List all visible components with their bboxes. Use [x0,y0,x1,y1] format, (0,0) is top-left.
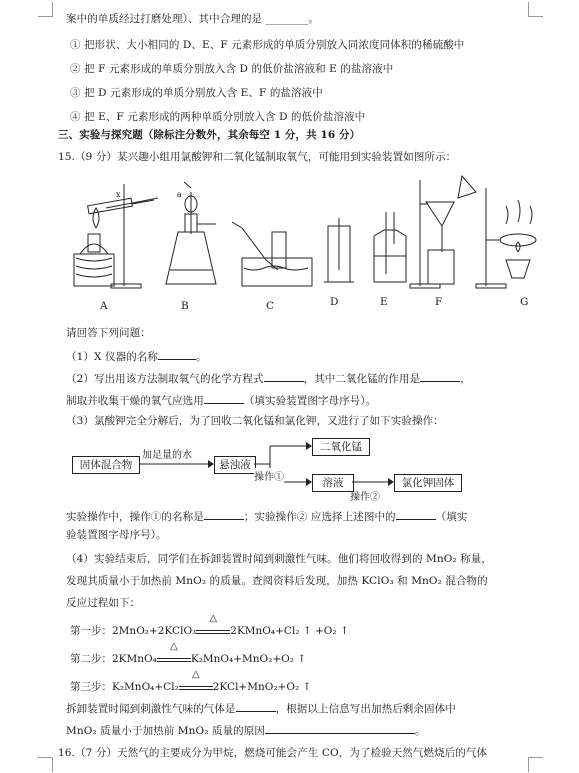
part-2 [66,370,506,386]
flow-end: 氯化钾固体 [394,474,462,492]
part-5-text-d: 。 [414,725,426,737]
heat-symbol: △ [209,613,218,624]
heat-symbol: △ [191,669,200,680]
part-4-b: 发现其质量小于加热前 MnO₂ 的质量。查阅资料后发现，加热 KClO₃ 和 MnO₂ 混合物的 [66,575,488,587]
part-1-end: 。 [196,351,207,363]
part-2-text-b: ，其中二氧化锰的作用是 [303,373,421,385]
question-16-stem: 16.（7 分）天然气的主要成分为甲烷，燃烧可能会产生 CO，为了检验天然气燃烧后的气体 [58,747,488,759]
part-3-cont: 验装置图字母序号）。 [66,529,167,541]
step-2-reactants: 第二步：2KMnO₄ [70,653,157,665]
apparatus-mark-x: x [116,190,121,199]
part-3-answer [66,508,506,524]
answer-blank[interactable] [396,508,436,520]
part-4-c: 反应过程如下： [66,597,141,609]
answer-blank[interactable] [204,508,244,520]
part-5-text-b: ，根据以上信息写出加热后剩余固体中 [275,703,456,715]
apparatus-e [374,212,406,282]
process-flow [70,432,470,503]
part-2-text-d: 制取并收集干燥的氧气应选用 [66,395,204,407]
part-3-text-c: （填实 [435,511,468,523]
reaction-step-3 [70,669,312,694]
flow-branch [254,438,314,492]
answer-blank[interactable] [264,370,304,382]
apparatus-b [166,182,216,284]
heat-sign [157,641,191,662]
answer-blank[interactable] [420,370,460,382]
corner-mark [528,757,543,772]
part-1-text: （1）X 仪器的名称 [66,351,158,363]
heat-sign [196,613,230,634]
apparatus-label-g: G [520,296,529,308]
step-3-reactants: 第三步：K₂MnO₄+Cl₂ [70,681,179,693]
option-3: ③ 把 D 元素形成的单质分别放入含 E、F 的盐溶液中 [70,87,323,99]
part-3-text: 实验操作中，操作①的名称是 [66,511,204,523]
apparatus-mark-a: a [177,190,182,199]
reaction-step-2 [70,641,307,666]
flow-start: 固体混合物 [72,456,140,474]
part-1 [66,348,506,364]
apparatus-f [410,176,476,288]
heat-sign [179,669,213,690]
corner-mark [38,757,53,772]
option-2: ② 把 F 元素形成的单质分别放入含 D 的低价盐溶液和 E 的盐溶液中 [70,63,394,75]
part-5-text: 拆卸装置时闻到刺激性气味的气体是 [66,703,236,715]
question-15-stem: 15.（9 分）某兴趣小组用氯酸钾和二氧化锰制取氧气，可能用到实验装置如图所示： [58,151,457,163]
apparatus-figure [66,174,546,314]
reaction-step-1 [70,613,349,638]
part-2-text-c: ， [460,373,471,385]
answer-blank[interactable] [158,348,196,360]
flow-add-label: 加足量的水 [142,450,192,461]
flow-op2: 操作② [350,492,380,503]
flow-mid: 悬浊液 [214,456,256,474]
line-continuation: 案中的单质经过打磨处理）、其中合理的是 ________。 [66,13,319,25]
answer-blank[interactable] [204,392,244,404]
part-2-cont [66,392,506,408]
part-3-text-b: ；实验操作② 应选择上述图中的 [243,511,396,523]
option-1: ① 把形状、大小相同的 D、E、F 元素形成的单质分别放入同浓度同体积的稀硫酸中 [70,39,465,51]
corner-mark [528,2,543,17]
part-5-cont [66,722,506,738]
part-4-a: （4）实验结束后，同学们在拆卸装置时闻到刺激性气味。他们将回收得到的 MnO₂ 称量， [66,553,492,565]
apparatus-label-a: A [100,300,108,312]
option-4: ④ 把 E、F 元素形成的两种单质分别放入含 D 的低价盐溶液中 [70,111,366,123]
part-5 [66,700,506,716]
apparatus-c [232,222,312,286]
prompt: 请回答下列问题： [66,327,151,339]
flow-arrow-2 [352,476,396,488]
flow-solution: 溶液 [312,474,354,492]
part-2-text: （2）写出用该方法制取氧气的化学方程式 [66,373,264,385]
corner-mark [38,2,53,17]
apparatus-a [74,184,158,288]
heat-symbol: △ [170,641,178,652]
flow-arrow [138,458,214,470]
apparatus-label-d: D [330,296,339,308]
apparatus-label-b: B [181,300,189,312]
step-2-products: K₂MnO₄+MnO₂+O₂ ↑ [190,653,307,665]
part-2-text-e: （填实验装置图字母序号）。 [243,395,377,407]
part-3: （3）氯酸钾完全分解后，为了回收二氧化锰和氯化钾，又进行了如下实验操作： [66,415,444,427]
step-3-products: 2KCl+MnO₂+O₂ ↑ [212,681,312,693]
flow-op1: 操作① [254,468,284,483]
answer-blank[interactable] [236,700,276,712]
step-1-products: 2KMnO₄+Cl₂ ↑ +O₂ ↑ [230,625,349,637]
part-5-text-c: MnO₂ 质量小于加热前 MnO₂ 质量的原因 [66,725,265,737]
apparatus-label-e: E [380,296,388,308]
flow-top: 二氧化锰 [312,438,370,456]
apparatus-label-c: C [266,300,275,312]
apparatus-d [324,218,354,282]
apparatus-label-f: F [435,296,443,308]
apparatus-g [476,188,536,288]
section-heading: 三、实验与探究题（除标注分数外，其余每空 1 分，共 16 分） [58,129,361,141]
answer-blank[interactable] [265,722,415,734]
step-1-reactants: 第一步：2MnO₂+2KClO₃ [70,625,197,637]
